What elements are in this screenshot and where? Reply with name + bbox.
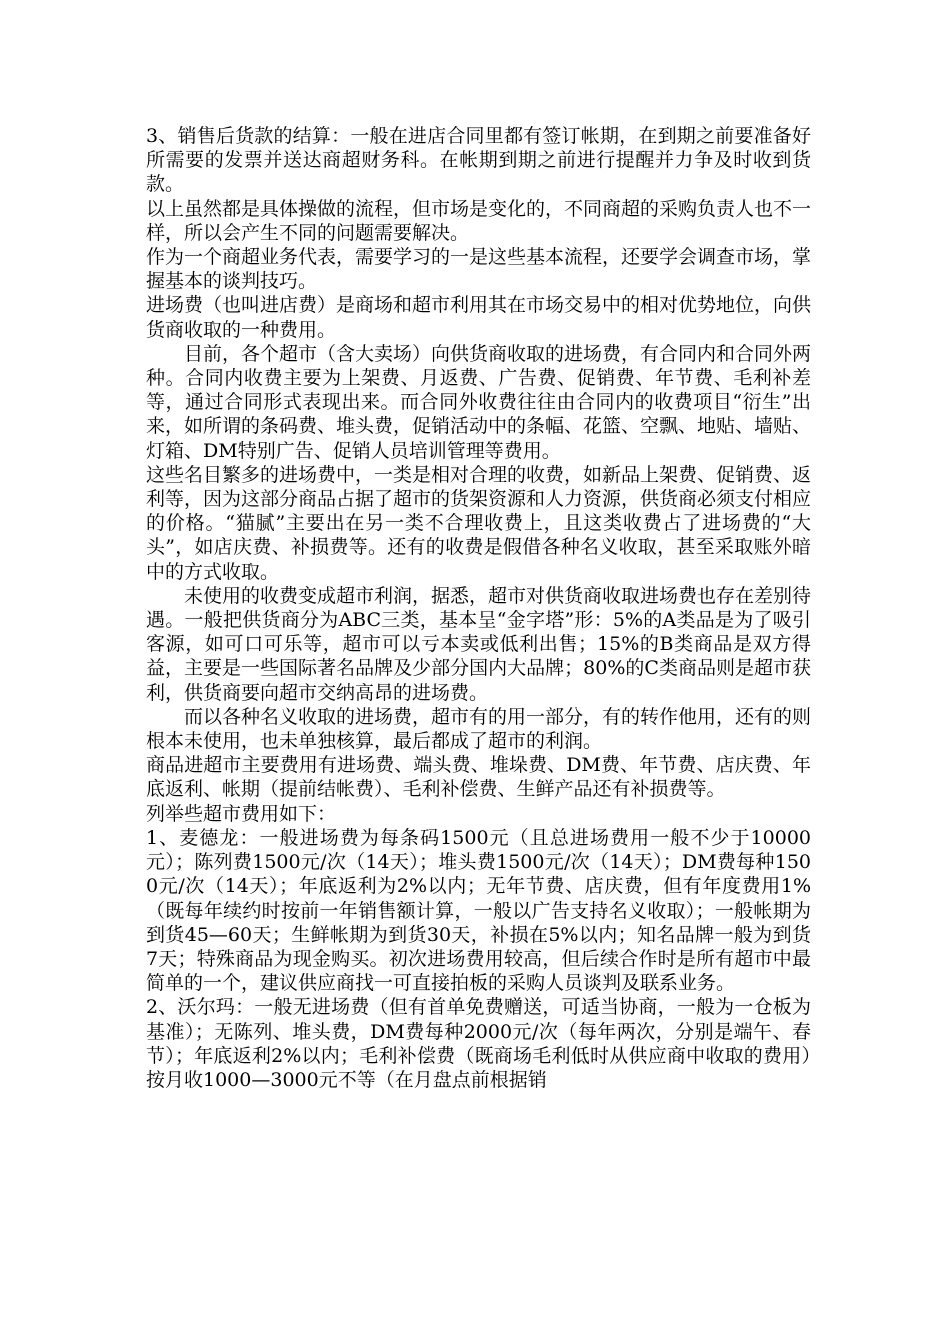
paragraph-abc-classification: 未使用的收费变成超市利润，据悉，超市对供货商收取进场费也存在差别待遇。一般把供货商分为ABC三类，基本呈“金字塔”形：5%的A类品是为了吸引客源，如可口可乐等，超市可以亏本卖或低利出售；15%的B类商品是双方得益，主要是一些国际著名品牌及少部分国内大品牌；80%的C类商品则是超市获利，供货商要向超市交纳高昂的进场费。 <box>146 584 812 704</box>
paragraph-process-note: 以上虽然都是具体操做的流程，但市场是变化的，不同商超的采购负责人也不一样，所以会产生不同的问题需要解决。 <box>146 197 812 244</box>
paragraph-rep-skills: 作为一个商超业务代表，需要学习的一是这些基本流程，还要学会调查市场，掌握基本的谈判技巧。 <box>146 246 812 293</box>
paragraph-unused-fees: 而以各种名义收取的进场费，超市有的用一部分，有的转作他用，还有的则根本未使用，也未单独核算，最后都成了超市的利润。 <box>146 705 812 753</box>
paragraph-list-intro: 列举些超市费用如下： <box>146 802 337 825</box>
paragraph-fee-types: 目前，各个超市（含大卖场）向供货商收取的进场费，有合同内和合同外两种。合同内收费主要为上架费、月返费、广告费、促销费、年节费、毛利补差等，通过合同形式表现出来。而合同外收费往往由合同内的收费项目“衍生”出来，如所谓的条码费、堆头费，促销活动中的条幅、花篮、空飘、地贴、墙贴、灯箱、DM特别广告、促销人员培训管理等费用。 <box>146 342 812 462</box>
paragraph-main-fees: 商品进超市主要费用有进场费、端头费、堆垛费、DM费、年节费、店庆费、年底返利、帐期（提前结帐费）、毛利补偿费、生鲜产品还有补损费等。 <box>146 754 811 801</box>
document-body <box>146 124 811 1092</box>
paragraph-entry-fee-definition: 进场费（也叫进店费）是商场和超市利用其在市场交易中的相对优势地位，向供货商收取的一种费用。 <box>146 294 812 341</box>
paragraph-walmart: 2、沃尔玛：一般无进场费（但有首单免费赠送，可适当协商，一般为一仓板为基准）；无陈列、堆头费，DM费每种2000元/次（每年两次，分别是端午、春节）；年底返利2%以内；毛利补偿费（既商场毛利低时从供应商中收取的费用）按月收1000—3000元不等（在月盘点前根据销 <box>146 996 811 1091</box>
paragraph-metro: 1、麦德龙：一般进场费为每条码1500元（且总进场费用一般不少于10000元）；陈列费1500元/次（14天）；堆头费1500元/次（14天）；DM费每种1500元/次（14天）；年底返利为2%以内；无年节费、店庆费，但有年度费用1%（既每年续约时按前一年销售额计算，一般以广告支持名义收取）；一般帐期为到货45—60天；生鲜帐期为到货30天，补损在5%以内；知名品牌一般为到货7天；特殊商品为现金购买。初次进场费用较高，但后续合作时是所有超市中最简单的一个，建议供应商找一可直接拍板的采购人员谈判及联系业务。 <box>146 826 811 995</box>
paragraph-settlement: 3、销售后货款的结算：一般在进店合同里都有签订帐期，在到期之前要准备好所需要的发票并送达商超财务科。在帐期到期之前进行提醒并力争及时收到货款。 <box>146 125 811 196</box>
paragraph-fee-reasonableness: 这些名目繁多的进场费中，一类是相对合理的收费，如新品上架费、促销费、返利等，因为这部分商品占据了超市的货架资源和人力资源，供货商必须支付相应的价格。“猫腻”主要出在另一类不合理收费上，且这类收费占了进场费的“大头”，如店庆费、补损费等。还有的收费是假借各种名义收取，甚至采取账外暗中的方式收取。 <box>146 463 812 583</box>
